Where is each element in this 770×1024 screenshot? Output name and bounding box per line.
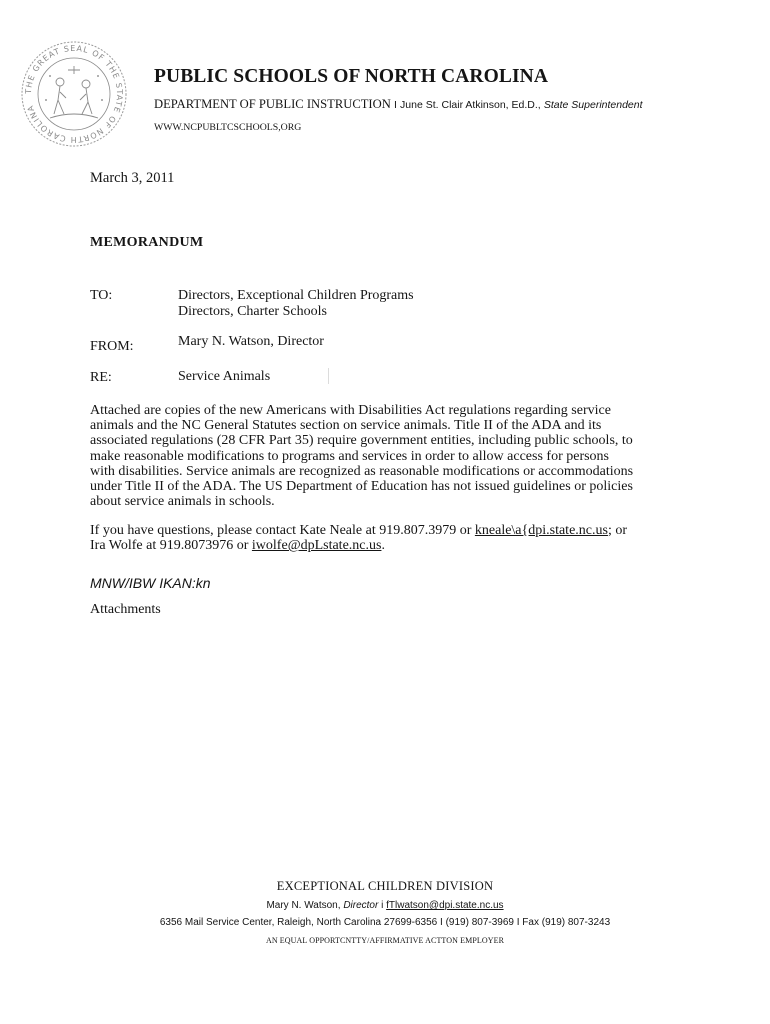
to-recipient-1: Directors, Exceptional Children Programs [178, 288, 414, 303]
footer-division: EXCEPTIONAL CHILDREN DIVISION [276, 879, 494, 893]
typist-initials: MNW/IBW IKAN:kn [90, 575, 211, 591]
footer-employer: AN EQUAL OPPORTCNTTY/AFFIRMATIVE ACTTON EMPLOYER [265, 936, 505, 945]
paragraph-line: make reasonable modifications to programs and services in order to allow access for persons [90, 448, 609, 464]
state-seal-image [20, 40, 128, 148]
letterhead-title: PUBLIC SCHOOLS OF NORTH CAROLINA [154, 66, 549, 87]
email-link-ira-wolfe[interactable]: iwolfe@dpLstate.nc.us [251, 538, 382, 554]
contact-text-1: If you have questions, please contact Kate Neale at 919.807.3979 or [90, 523, 472, 538]
letterhead-department [154, 97, 643, 112]
svg-text:THE GREAT SEAL OF THE STATE OF [24, 44, 124, 144]
re-value: Service Animals [178, 369, 271, 384]
footer-director-email[interactable]: fTlwatson@dpi.state.nc.us [386, 900, 504, 911]
email-link-kate-neale[interactable]: kneale\a{dpi.state.nc.us [474, 523, 608, 538]
paragraph-line: about service animals in schools. [90, 494, 275, 510]
department-name: DEPARTMENT OF PUBLIC INSTRUCTION [154, 97, 391, 111]
footer-director [0, 900, 770, 911]
from-value: Mary N. Watson, Director [178, 334, 324, 349]
re-label: RE: [90, 370, 112, 385]
footer-director-name: Mary N. Watson, [266, 900, 341, 911]
contact-text-2: Ira Wolfe at 919.8073976 or [90, 538, 249, 554]
contact-line-1 [90, 523, 650, 538]
body-paragraph [90, 403, 650, 509]
paragraph-line: under Title II of the ADA. The US Department of Education has not issued guidelines or policies [90, 479, 633, 495]
scan-mark [328, 368, 329, 384]
to-recipient-2: Directors, Charter Schools [178, 304, 327, 319]
from-label: FROM: [90, 339, 134, 354]
superintendent-name: June St. Clair Atkinson, Ed.D., [400, 99, 541, 111]
to-label: TO: [90, 288, 113, 303]
contact-line-2 [90, 538, 650, 553]
memo-date: March 3, 2011 [90, 170, 175, 186]
department-separator: I [393, 99, 397, 111]
superintendent-role: State Superintendent [543, 99, 643, 111]
contact-paragraph [90, 523, 650, 553]
seal-ring-text: THE GREAT SEAL OF THE STATE OF NORTH CAROLINA [23, 43, 125, 145]
paragraph-line: animals and the NC General Statutes section on service animals. Title II of the ADA and its [90, 418, 602, 434]
footer-director-role: Director [343, 900, 379, 911]
contact-end-2: . [381, 538, 385, 554]
attachments-label: Attachments [90, 602, 161, 617]
footer-address: 6356 Mail Service Center, Raleigh, North Carolina 27699-6356 I (919) 807-3969 I Fax (919) 807-3243 [159, 917, 611, 928]
paragraph-line: with disabilities. Service animals are recognized as reasonable modifications or accommodations [90, 463, 634, 479]
footer-director-separator: i [381, 900, 384, 911]
paragraph-line: Attached are copies of the new Americans with Disabilities Act regulations regarding service [90, 403, 611, 418]
paragraph-line: associated regulations (28 CFR Part 35) require government entities, including public schools, to [90, 433, 633, 449]
contact-end-1: ; or [607, 523, 628, 538]
letterhead-website: WWW.NCPUBLTCSCHOOLS,ORG [154, 122, 302, 133]
memo-heading: MEMORANDUM [90, 235, 204, 250]
